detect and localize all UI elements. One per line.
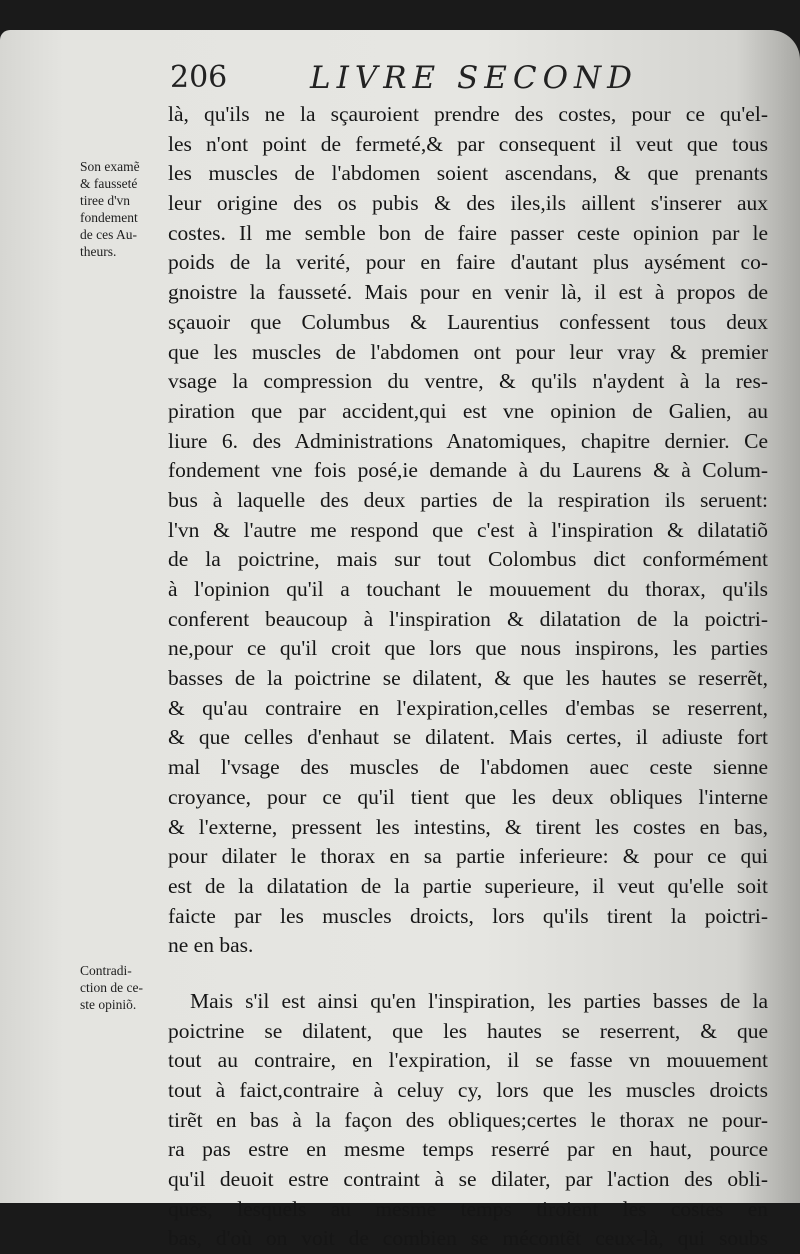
text-line: & l'externe, pressent les intestins, & tirent les costes en bas, bbox=[168, 814, 768, 839]
text-line: & que celles d'enhaut se dilatent. Mais certes, il adiuste fort bbox=[168, 725, 768, 750]
text-line: leur origine des os pubis & des iles,ils aillent s'inserer aux bbox=[168, 191, 768, 216]
margin-note-line: tiree d'vn bbox=[80, 193, 131, 208]
text-line: là, qu'ils ne la sçauroient prendre des costes, pour ce qu'el- bbox=[168, 102, 768, 126]
text-line: ra pas estre en mesme temps reserré par en haut, pource bbox=[168, 1137, 768, 1162]
text-line: est de la dilatation de la partie superieure, il veut qu'elle soit bbox=[168, 873, 768, 898]
text-line: fondement vne fois posé,ie demande à du Laurens & à Colum- bbox=[168, 458, 768, 483]
text-line: tirẽt en bas à la façon des obliques;certes le thorax ne pour- bbox=[168, 1107, 768, 1132]
margin-note-line: ste opiniõ. bbox=[80, 997, 137, 1012]
margin-note-line: theurs. bbox=[80, 244, 117, 259]
margin-note-line: & fausseté bbox=[80, 176, 138, 191]
body-text bbox=[168, 100, 768, 1254]
margin-note-contradiction bbox=[80, 962, 166, 1013]
margin-note-line: Son examẽ bbox=[80, 159, 140, 174]
text-line: vsage la compression du ventre, & qu'ils n'aydent à la res- bbox=[168, 369, 768, 394]
text-line: tout à faict,contraire à celuy cy, lors que les muscles droicts bbox=[168, 1078, 768, 1102]
text-line: faicte par les muscles droicts, lors qu'ils tirent la poictri- bbox=[168, 903, 768, 928]
book-title: LIVRE SECOND bbox=[310, 60, 639, 96]
text-line: tout au contraire, en l'expiration, il se fasse vn mouuement bbox=[168, 1048, 768, 1073]
text-line: que les muscles de l'abdomen ont pour leur vray & premier bbox=[168, 339, 768, 364]
text-line: Mais s'il est ainsi qu'en l'inspiration, les parties basses de la bbox=[190, 988, 768, 1013]
text-line: piration que par accident,qui est vne opinion de Galien, au bbox=[168, 398, 768, 423]
running-head bbox=[170, 60, 770, 96]
text-line: à l'opinion qu'il a touchant le mouuement du thorax, qu'ils bbox=[168, 577, 768, 601]
text-line: sçauoir que Columbus & Laurentius confessent tous deux bbox=[168, 309, 768, 334]
text-line: les muscles de l'abdomen soient ascendans, & que prenants bbox=[168, 161, 768, 186]
book-page bbox=[0, 30, 800, 1251]
paragraph-gap bbox=[168, 961, 768, 987]
text-line: bus à laquelle des deux parties de la respiration ils seruent: bbox=[168, 487, 768, 512]
text-line: qu'il deuoit estre contraint à se dilater, par l'action des obli- bbox=[168, 1167, 768, 1192]
margin-note-line: Contradi- bbox=[80, 963, 132, 978]
text-line: ques, lesquels au mesme temps tiroient les costes en bbox=[168, 1196, 768, 1221]
text-line: bas, d'où on voit de combien se mécontẽt ceux-là, qui soubs bbox=[168, 1226, 768, 1251]
text-line: poictrine se dilatent, que les hautes se reserrent, & que bbox=[168, 1018, 768, 1043]
margin-note-line: fondement bbox=[80, 210, 138, 225]
text-line: gnoistre la fausseté. Mais pour en venir là, il est à propos de bbox=[168, 280, 768, 305]
text-line: conferent beaucoup à l'inspiration & dilatation de la poictri- bbox=[168, 606, 768, 631]
text-line: pour dilater le thorax en sa partie inferieure: & pour ce qui bbox=[168, 844, 768, 869]
text-line: mal l'vsage des muscles de l'abdomen auec ceste sienne bbox=[168, 755, 768, 780]
margin-note-examination bbox=[80, 158, 166, 260]
text-line: & qu'au contraire en l'expiration,celles d'embas se reserrent, bbox=[168, 695, 768, 720]
page-number: 206 bbox=[170, 60, 228, 95]
text-line: ne en bas. bbox=[168, 933, 254, 958]
text-line: costes. Il me semble bon de faire passer ceste opinion par le bbox=[168, 220, 768, 245]
text-line: ne,pour ce qu'il croit que lors que nous inspirons, les parties bbox=[168, 636, 768, 661]
margin-note-line: de ces Au- bbox=[80, 227, 137, 242]
text-line: basses de la poictrine se dilatent, & que les hautes se reserrẽt, bbox=[168, 666, 768, 691]
text-line: croyance, pour ce qu'il tient que les deux obliques l'interne bbox=[168, 784, 768, 809]
margin-note-line: ction de ce- bbox=[80, 980, 143, 995]
text-line: liure 6. des Administrations Anatomiques, chapitre dernier. Ce bbox=[168, 428, 768, 453]
text-line: de la poictrine, mais sur tout Colombus dict conformément bbox=[168, 547, 768, 572]
text-line: poids de la verité, pour en faire d'autant plus aysément co- bbox=[168, 250, 768, 275]
text-line: les n'ont point de fermeté,& par consequent il veut que tous bbox=[168, 131, 768, 156]
text-line: l'vn & l'autre me respond que c'est à l'inspiration & dilatatiõ bbox=[168, 517, 768, 542]
